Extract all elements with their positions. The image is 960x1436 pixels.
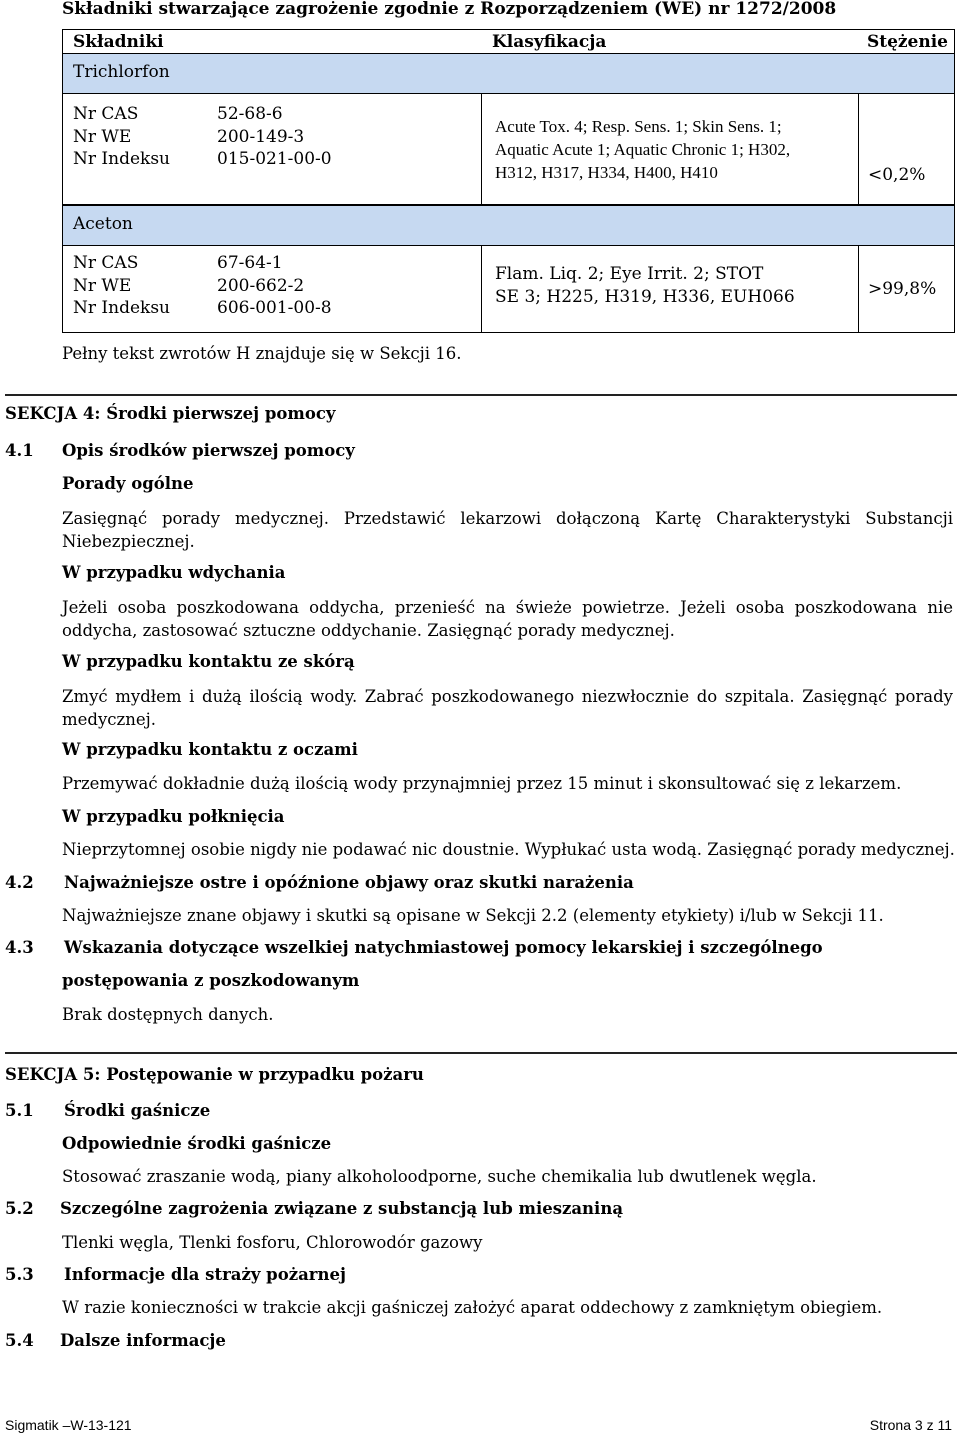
general-advice-text: Zasięgnąć porady medycznej. Przedstawić lekarzowi dołączoną Kartę Charakterystyki Substancji Niebezpiecznej.: [62, 509, 953, 551]
id-labels: Nr CAS Nr WE Nr Indeksu: [73, 253, 170, 318]
subsection-number: 4.2: [5, 873, 34, 892]
subsection-number: 5.2: [5, 1199, 34, 1218]
header-concentration: Stężenie: [866, 32, 948, 52]
table-header-row: [62, 29, 955, 53]
substance-data-row: [62, 246, 955, 333]
inhalation-title: W przypadku wdychania: [62, 563, 286, 582]
substance-name: Aceton: [73, 214, 133, 234]
symptoms-text: Najważniejsze znane objawy i skutki są opisane w Sekcji 2.2 (elementy etykiety) i/lub w Sekcji 11.: [62, 906, 884, 925]
subsection-title: Dalsze informacje: [60, 1331, 226, 1350]
ingestion-title: W przypadku połknięcia: [62, 807, 285, 826]
subsection-title: Szczególne zagrożenia związane z substancją lub mieszaniną: [60, 1199, 624, 1218]
eye-contact-text: Przemywać dokładnie dużą ilością wody przynajmniej przez 15 minut i skonsultować się z lekarzem.: [62, 774, 902, 793]
classification: Acute Tox. 4; Resp. Sens. 1; Skin Sens. 1; Aquatic Acute 1; Aquatic Chronic 1; H302, H312, H317, H334, H400, H410: [495, 117, 791, 182]
ingestion-text: Nieprzytomnej osobie nigdy nie podawać nic doustnie. Wypłukać usta wodą. Zasięgnąć porady medycznej.: [62, 840, 955, 859]
intro-heading: Składniki stwarzające zagrożenie zgodnie z Rozporządzeniem (WE) nr 1272/2008: [62, 0, 837, 19]
subsection-number: 5.4: [5, 1331, 34, 1350]
section-divider: [5, 1052, 957, 1054]
subsection-number: 5.1: [5, 1101, 34, 1120]
subsection-number: 4.3: [5, 938, 34, 957]
subsection-number: 4.1: [5, 441, 34, 460]
substance-name-row: [62, 205, 955, 246]
classification: Flam. Liq. 2; Eye Irrit. 2; STOT SE 3; H225, H319, H336, EUH066: [495, 264, 795, 307]
id-values: 52-68-6 200-149-3 015-021-00-0: [217, 104, 332, 169]
extinguishing-media-text: Stosować zraszanie wodą, piany alkoholoodporne, suche chemikalia lub dwutlenek węgla.: [62, 1167, 817, 1186]
section5-title: SEKCJA 5: Postępowanie w przypadku pożaru: [5, 1065, 424, 1084]
subsection-number: 5.3: [5, 1265, 34, 1284]
medical-attention-text: Brak dostępnych danych.: [62, 1005, 274, 1024]
ingredients-table: [62, 29, 955, 333]
subsection-title: Wskazania dotyczące wszelkiej natychmiastowej pomocy lekarskiej i szczególnego: [64, 938, 823, 957]
general-advice-title: Porady ogólne: [62, 474, 194, 493]
subsection-title: Opis środków pierwszej pomocy: [62, 441, 355, 460]
subsection-title: Środki gaśnicze: [64, 1101, 211, 1120]
skin-contact-title: W przypadku kontaktu ze skórą: [62, 652, 355, 671]
section4-title: SEKCJA 4: Środki pierwszej pomocy: [5, 404, 336, 423]
concentration: >99,8%: [868, 279, 937, 299]
id-labels: Nr CAS Nr WE Nr Indeksu: [73, 104, 170, 169]
substance-name-row: [62, 53, 955, 94]
id-values: 67-64-1 200-662-2 606-001-00-8: [217, 253, 332, 318]
subsection-title-continued: postępowania z poszkodowanym: [62, 971, 360, 990]
special-hazards-text: Tlenki węgla, Tlenki fosforu, Chlorowodór gazowy: [62, 1233, 483, 1252]
eye-contact-title: W przypadku kontaktu z oczami: [62, 740, 358, 759]
footer-document-id: Sigmatik –W-13-121: [5, 1417, 132, 1433]
inhalation-text: Jeżeli osoba poszkodowana oddycha, przenieść na świeże powietrze. Jeżeli osoba poszkodowana nie oddycha, zastosować sztuczne oddychanie. Zasięgnąć porady medycznej.: [62, 598, 953, 640]
header-ingredients: Składniki: [73, 32, 164, 52]
firefighters-text: W razie konieczności w trakcie akcji gaśniczej założyć aparat oddechowy z zamkniętym obiegiem.: [62, 1298, 883, 1317]
header-classification: Klasyfikacja: [492, 32, 607, 52]
subsection-title: Najważniejsze ostre i opóźnione objawy oraz skutki narażenia: [64, 873, 634, 892]
footer-page-number: Strona 3 z 11: [869, 1417, 952, 1433]
substance-name: Trichlorfon: [73, 62, 170, 82]
skin-contact-text: Zmyć mydłem i dużą ilością wody. Zabrać poszkodowanego niezwłocznie do szpitala. Zasięgnąć porady medycznej.: [62, 687, 953, 729]
concentration: <0,2%: [868, 165, 926, 185]
extinguishing-media-title: Odpowiednie środki gaśnicze: [62, 1134, 332, 1153]
section-divider: [5, 394, 957, 396]
h-phrases-note: Pełny tekst zwrotów H znajduje się w Sekcji 16.: [62, 344, 462, 363]
subsection-title: Informacje dla straży pożarnej: [64, 1265, 346, 1284]
substance-data-row: [62, 94, 955, 205]
